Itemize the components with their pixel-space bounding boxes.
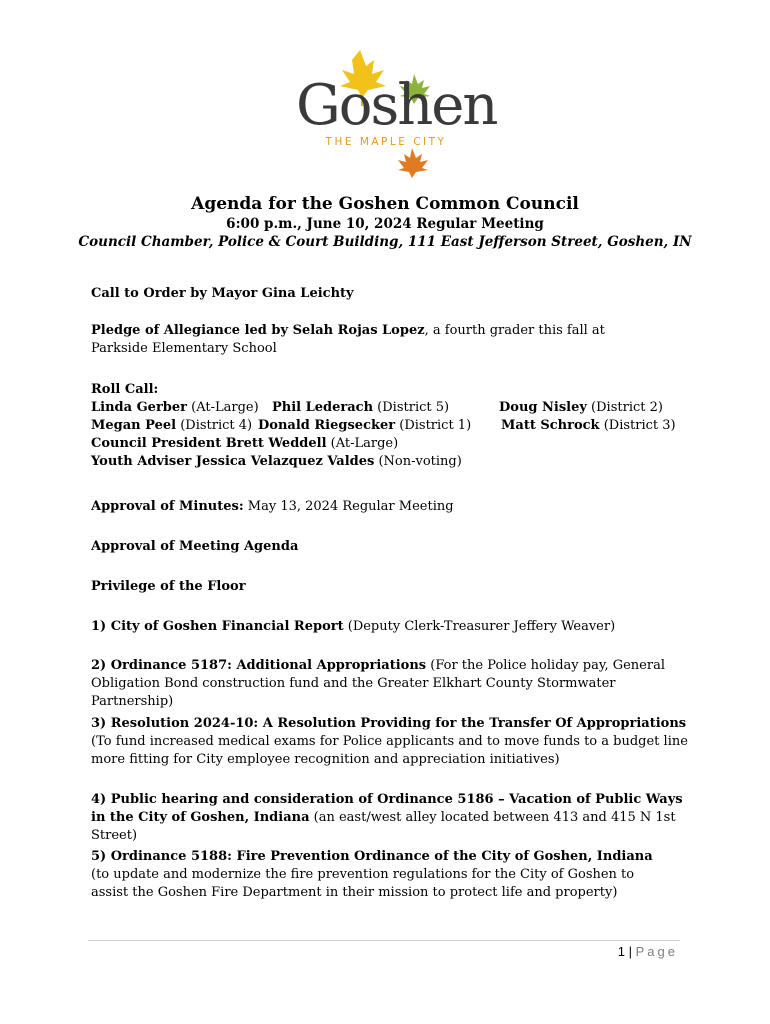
page-number: 1 [617, 944, 625, 959]
pledge-detail: , a fourth grader this fall at Parkside Elementary School [91, 323, 605, 356]
youth-adviser: Youth Adviser Jessica Velazquez Valdes (Non-voting) [91, 454, 462, 469]
call-to-order: Call to Order by Mayor Gina Leichty [91, 286, 354, 301]
meeting-time: 6:00 p.m., June 10, 2024 Regular Meeting [226, 216, 544, 232]
member-lederach: Phil Lederach (District 5) [272, 400, 450, 415]
privilege-of-floor: Privilege of the Floor [91, 579, 246, 594]
agenda-title: Agenda for the Goshen Common Council [191, 194, 579, 214]
roll-row-2 [91, 417, 691, 435]
approval-of-minutes: Approval of Minutes: May 13, 2024 Regular Meeting [91, 499, 454, 514]
agenda-item-1: 1) City of Goshen Financial Report (Deputy Clerk-Treasurer Jeffery Weaver) [91, 619, 616, 634]
roll-row-1 [91, 399, 691, 417]
roll-call-heading: Roll Call: [91, 382, 159, 397]
approval-of-agenda: Approval of Meeting Agenda [91, 539, 299, 554]
roll-call [91, 381, 691, 471]
logo-tagline: THE MAPLE CITY [325, 136, 447, 148]
meeting-location: Council Chamber, Police & Court Building, 111 East Jefferson Street, Goshen, IN [78, 234, 692, 250]
agenda-item-5: 5) Ordinance 5188: Fire Prevention Ordinance of the City of Goshen, Indiana (to update and modernize the fire prevention regulations for the City of Goshen to assist the Goshen Fire Department in their mission to protect life and property) [91, 849, 653, 900]
member-gerber: Linda Gerber (At-Large) [91, 400, 259, 415]
member-peel: Megan Peel (District 4) [91, 418, 253, 433]
pledge-of-allegiance [91, 322, 651, 358]
footer-divider [88, 940, 680, 941]
goshen-logo [296, 48, 497, 178]
agenda-item-2: 2) Ordinance 5187: Additional Appropriations (For the Police holiday pay, General Obligation Bond construction fund and the Greater Elkhart County Stormwater Partnership) [91, 658, 665, 709]
page-word: Page [635, 944, 678, 959]
pledge-bold: Pledge of Allegiance led by Selah Rojas Lopez [91, 323, 425, 338]
agenda-item-3: 3) Resolution 2024-10: A Resolution Providing for the Transfer Of Appropriations (To fund increased medical exams for Police applicants and to move funds to a budget line more fitting for City employee recognition and appreciation initiatives) [91, 716, 688, 767]
member-riegsecker: Donald Riegsecker (District 1) [258, 418, 472, 433]
page-separator: | [628, 944, 632, 959]
member-nisley: Doug Nisley (District 2) [499, 400, 663, 415]
logo-wordmark: Goshen [296, 73, 497, 138]
page-footer [618, 944, 678, 959]
member-schrock: Matt Schrock (District 3) [501, 418, 676, 433]
council-president: Council President Brett Weddell (At-Large) [91, 436, 399, 451]
agenda-item-4: 4) Public hearing and consideration of Ordinance 5186 – Vacation of Public Ways in the City of Goshen, Indiana (an east/west alley located between 413 and 415 N 1st Street) [91, 792, 683, 843]
